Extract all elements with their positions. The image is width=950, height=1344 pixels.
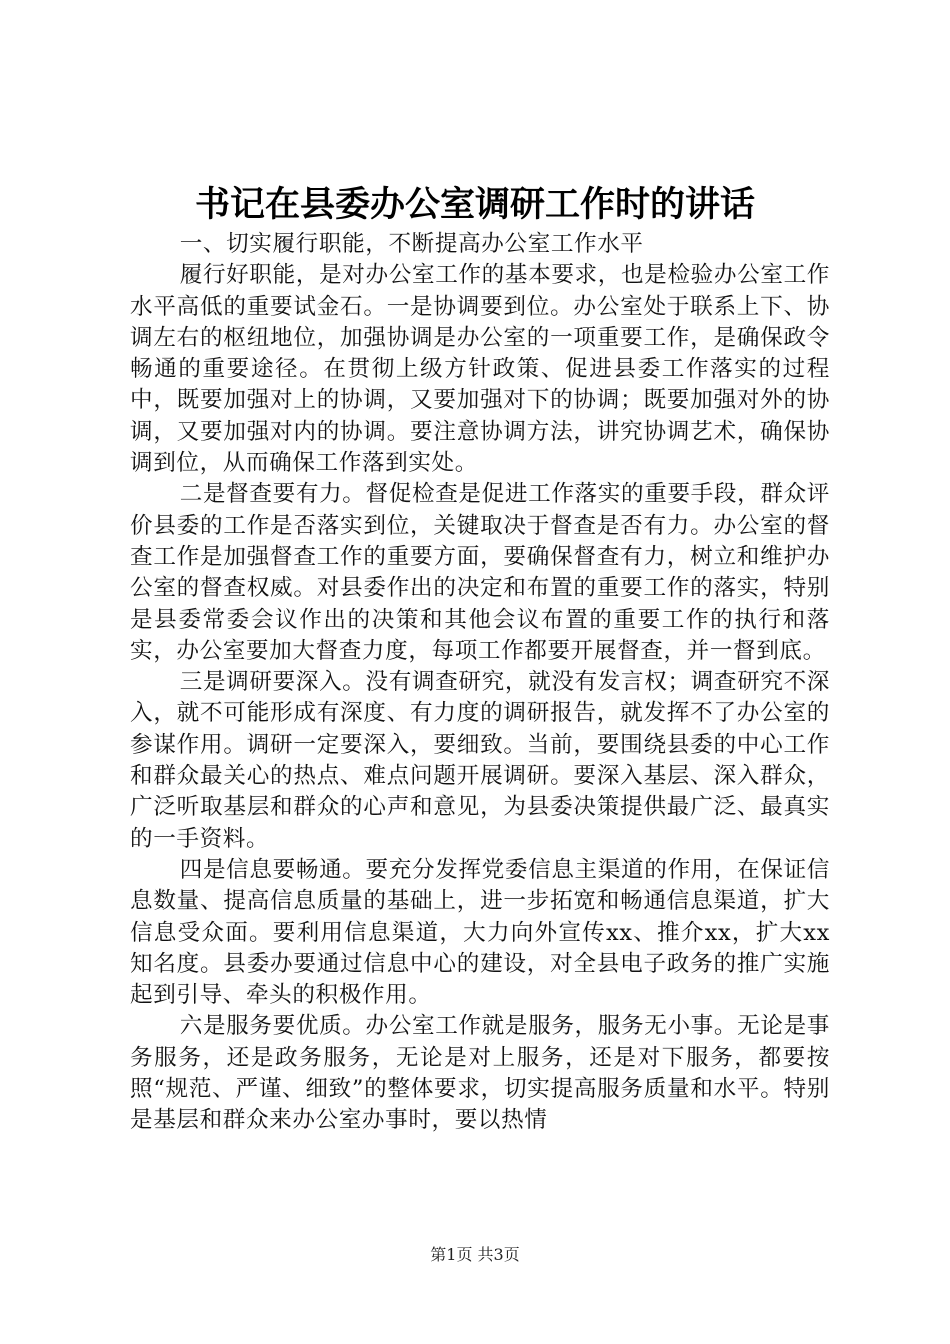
paragraph-information: 四是信息要畅通。要充分发挥党委信息主渠道的作用，在保证信息数量、提高信息质量的基础上，进一步拓宽和畅通信息渠道，扩大信息受众面。要利用信息渠道，大力向外宣传xx、推介xx，扩大xx知名度。县委办要通过信息中心的建设，对全县电子政务的推广实施起到引导、牵头的积极作用。 <box>130 856 830 1009</box>
document-body <box>130 229 830 1137</box>
paragraph-service: 六是服务要优质。办公室工作就是服务，服务无小事。无论是事务服务，还是政务服务，无论是对上服务，还是对下服务，都要按照“规范、严谨、细致”的整体要求，切实提高服务质量和水平。特别是基层和群众来办公室办事时，要以热情 <box>130 1013 830 1134</box>
document-title: 书记在县委办公室调研工作时的讲话 <box>194 184 755 225</box>
paragraph-supervision: 二是督查要有力。督促检查是促进工作落实的重要手段，群众评价县委的工作是否落实到位，关键取决于督查是否有力。办公室的督查工作是加强督查工作的重要方面，要确保督查有力，树立和维护办公室的督查权威。对县委作出的决定和布置的重要工作的落实，特别是县委常委会议作出的决策和其他会议布置的重要工作的执行和落实，办公室要加大督查力度，每项工作都要开展督查，并一督到底。 <box>130 481 830 664</box>
paragraph-duties: 履行好职能，是对办公室工作的基本要求，也是检验办公室工作水平高低的重要试金石。一是协调要到位。办公室处于联系上下、协调左右的枢纽地位，加强协调是办公室的一项重要工作，是确保政令畅通的重要途径。在贯彻上级方针政策、促进县委工作落实的过程中，既要加强对上的协调，又要加强对下的协调；既要加强对外的协调，又要加强对内的协调。要注意协调方法，讲究协调艺术，确保协调到位，从而确保工作落到实处。 <box>130 262 830 477</box>
section-heading: 一、切实履行职能，不断提高办公室工作水平 <box>179 231 644 257</box>
paragraph-research: 三是调研要深入。没有调查研究，就没有发言权；调查研究不深入，就不可能形成有深度、有力度的调研报告，就发挥不了办公室的参谋作用。调研一定要深入，要细致。当前，要围绕县委的中心工作和群众最关心的热点、难点问题开展调研。要深入基层、深入群众，广泛听取基层和群众的心声和意见，为县委决策提供最广泛、最真实的一手资料。 <box>130 669 830 852</box>
page-number-footer: 第1页 共3页 <box>430 1245 520 1264</box>
